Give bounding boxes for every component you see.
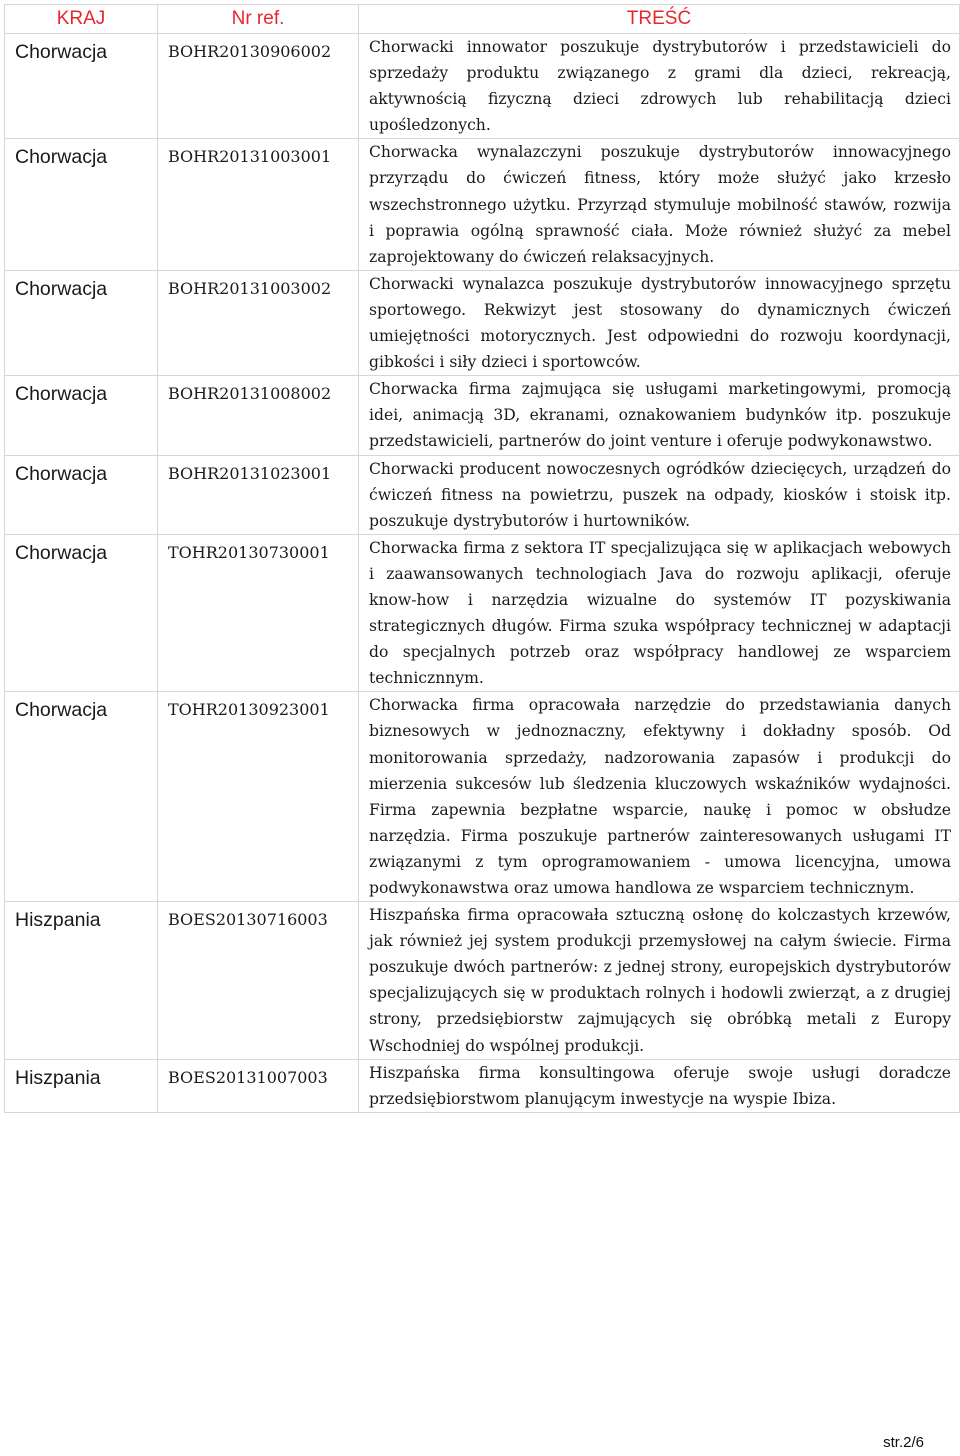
table-row <box>5 534 960 692</box>
table-row <box>5 376 960 455</box>
table-row <box>5 139 960 270</box>
table-row <box>5 34 960 139</box>
row-ref: BOES20131007003 <box>158 1059 359 1112</box>
table-row <box>5 1059 960 1112</box>
table-row <box>5 692 960 902</box>
row-content-text: Hiszpańska firma konsultingowa oferuje swoje usługi doradcze przedsiębiorstwom planującym inwestycje na wyspie Ibiza. <box>369 1063 951 1108</box>
table-header-row <box>5 5 960 34</box>
row-content <box>359 139 960 270</box>
row-ref: BOHR20131003002 <box>158 270 359 375</box>
page-number: str.2/6 <box>883 1434 924 1451</box>
header-ref: Nr ref. <box>158 5 359 34</box>
row-content <box>359 376 960 455</box>
row-country: Chorwacja <box>5 455 158 534</box>
row-ref: BOHR20131023001 <box>158 455 359 534</box>
row-ref: TOHR20130730001 <box>158 534 359 692</box>
header-country: KRAJ <box>5 5 158 34</box>
row-ref: BOHR20130906002 <box>158 34 359 139</box>
row-content-text: Chorwacka firma opracowała narzędzie do przedstawiania danych biznesowych w jednoznaczny, efektywny i dokładny sposób. Od monitorowania sprzedaży, nadzorowania zapasów i produkcji do mierzenia sukcesów lub śledzenia kluczowych wskaźników wydajności. Firma zapewnia bezpłatne wsparcie, naukę i pomoc w obsłudze narzędzia. Firma poszukuje partnerów zainteresowanych usługami IT związanymi z tym oprogramowaniem - umowa licencyjna, umowa podwykonawstwa oraz umowa handlowa ze wsparciem technicznym. <box>369 696 951 897</box>
table-row <box>5 455 960 534</box>
header-content: TREŚĆ <box>359 5 960 34</box>
row-country: Hiszpania <box>5 1059 158 1112</box>
row-content-text: Chorwacka firma zajmująca się usługami marketingowymi, promocją idei, animacją 3D, ekranami, oznakowaniem budynków itp. poszukuje przedstawicieli, partnerów do joint venture i oferuje podwykonawstwo. <box>369 380 951 451</box>
row-content <box>359 270 960 375</box>
row-content <box>359 692 960 902</box>
row-content <box>359 455 960 534</box>
row-content-text: Chorwacka firma z sektora IT specjalizująca się w aplikacjach webowych i zaawansowanych technologiach Java do rozwoju aplikacji, oferuje know-how i narzędzia wizualne do systemów IT pozyskiwania strategicznych długów. Firma szuka współpracy technicznej w adaptacji do specjalnych potrzeb oraz współpracy handlowej ze wsparciem technicznnym. <box>369 538 951 688</box>
row-ref: BOHR20131008002 <box>158 376 359 455</box>
row-ref: BOES20130716003 <box>158 902 359 1060</box>
row-content <box>359 34 960 139</box>
table-row <box>5 902 960 1060</box>
row-country: Chorwacja <box>5 692 158 902</box>
row-content <box>359 902 960 1060</box>
row-country: Chorwacja <box>5 534 158 692</box>
row-content <box>359 1059 960 1112</box>
offer-table <box>4 4 960 1113</box>
table-row <box>5 270 960 375</box>
row-content-text: Chorwacki innowator poszukuje dystrybutorów i przedstawicieli do sprzedaży produktu związanego z grami dla dzieci, rekreacją, aktywnością fizyczną dzieci zdrowych lub rehabilitacją dzieci upośledzonych. <box>369 38 951 135</box>
row-country: Chorwacja <box>5 34 158 139</box>
row-content <box>359 534 960 692</box>
row-country: Chorwacja <box>5 270 158 375</box>
row-content-text: Chorwacki producent nowoczesnych ogródków dziecięcych, urządzeń do ćwiczeń fitness na powietrzu, puszek na odpady, kiosków i stoisk itp. poszukuje dystrybutorów i hurtowników. <box>369 459 951 530</box>
row-country: Chorwacja <box>5 376 158 455</box>
row-country: Chorwacja <box>5 139 158 270</box>
row-content-text: Chorwacka wynalazczyni poszukuje dystrybutorów innowacyjnego przyrządu do ćwiczeń fitness, który może służyć jako krzesło wszechstronnego użytku. Przyrząd stymuluje mobilność stawów, rozwija i poprawia ogólną sprawność ciała. Może również służyć za mebel zaprojektowany do ćwiczeń relaksacyjnych. <box>369 143 951 266</box>
row-ref: TOHR20130923001 <box>158 692 359 902</box>
row-content-text: Hiszpańska firma opracowała sztuczną osłonę do kolczastych krzewów, jak również jej system produkcji przemysłowej na całym świecie. Firma poszukuje dwóch partnerów: z jednej strony, europejskich dystrybutorów specjalizujących się w produktach rolnych i hodowli zwierząt, a z drugiej strony, przedsiębiorstw zajmujących się obróbką metali z Europy Wschodniej do wspólnej produkcji. <box>369 906 951 1055</box>
row-content-text: Chorwacki wynalazca poszukuje dystrybutorów innowacyjnego sprzętu sportowego. Rekwizyt jest stosowany do dynamicznych ćwiczeń umiejętności motorycznych. Jest odpowiedni do rozwoju koordynacji, gibkości i siły dzieci i sportowców. <box>369 274 951 372</box>
row-ref: BOHR20131003001 <box>158 139 359 270</box>
row-country: Hiszpania <box>5 902 158 1060</box>
